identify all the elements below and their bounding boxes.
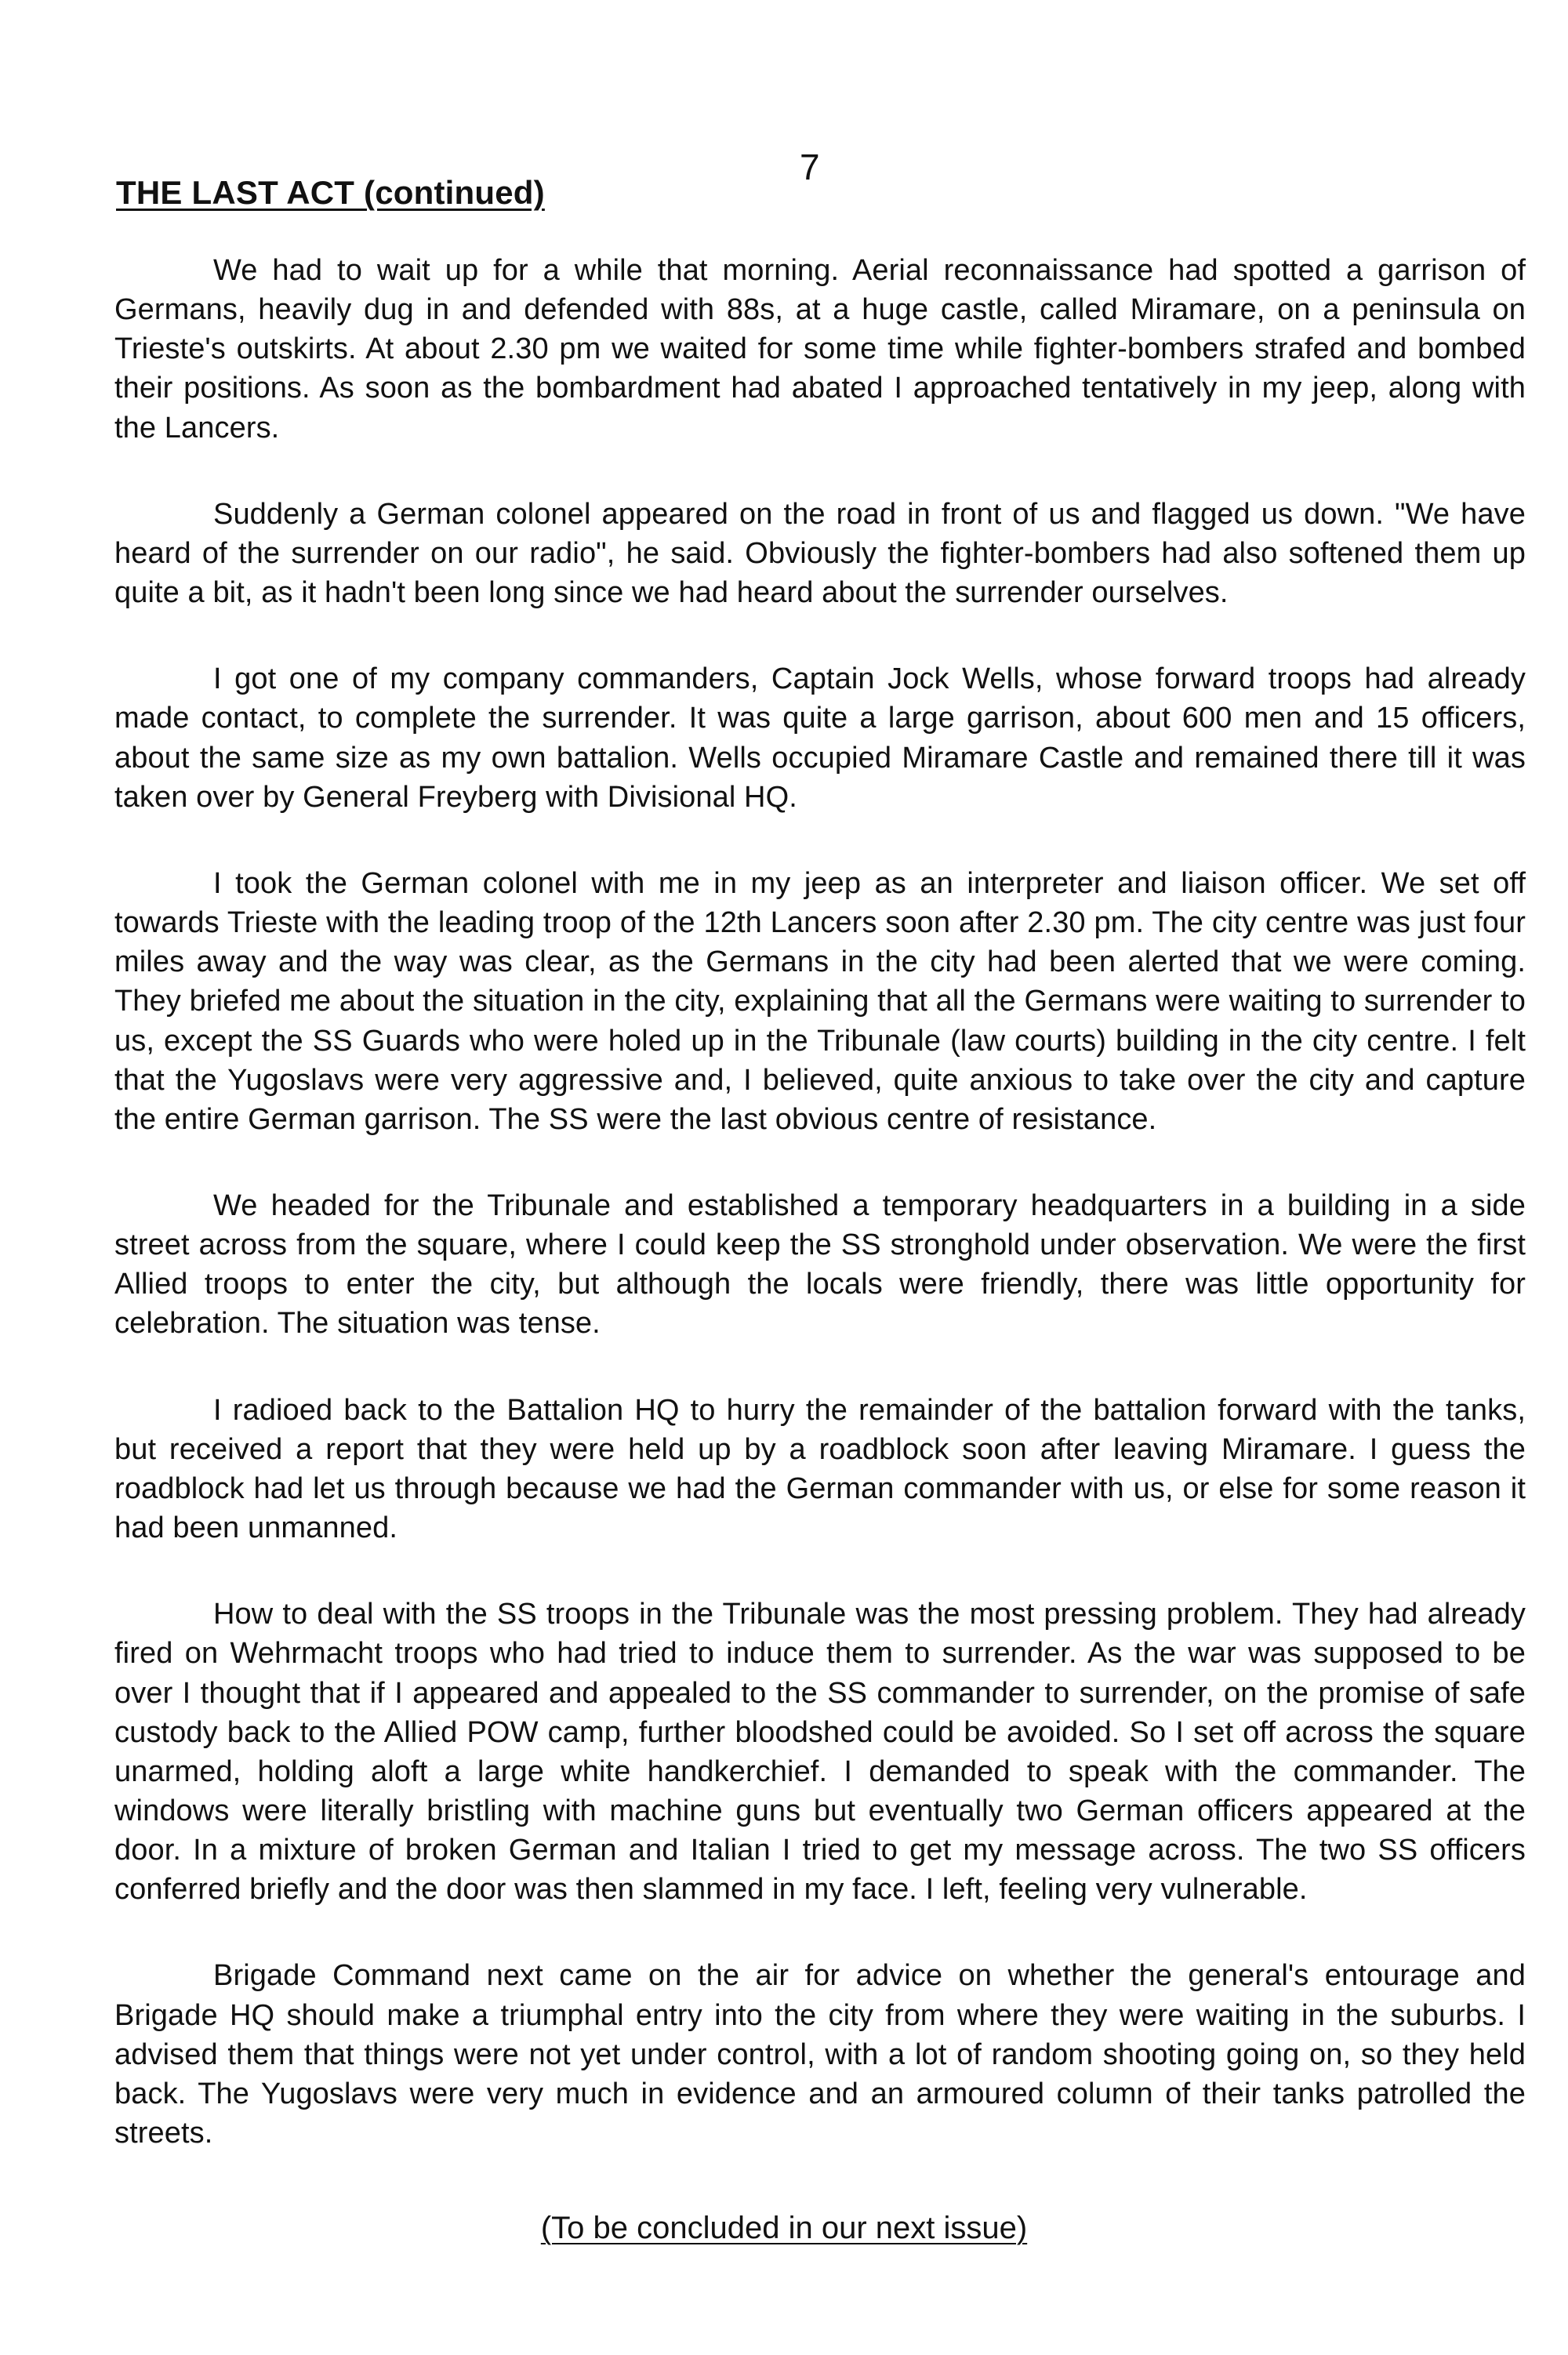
article-heading: THE LAST ACT (continued) [116,174,545,211]
article-body [114,251,1526,2198]
paragraph-2: Suddenly a German colonel appeared on the road in front of us and flagged us down. "We have heard of the surrender on our radio", he said. Obviously the fighter-bombers had also softened them up quite a bit, as it hadn't been long since we had heard about the surrender ourselves. [114,497,1526,610]
continuation-note: (To be concluded in our next issue) [540,2211,1028,2245]
paragraph-8: Brigade Command next came on the air for advice on whether the general's entourage and Brigade HQ should make a triumphal entry into the city from where they were waiting in the suburbs. I advised them that things were not yet under control, with a lot of random shooting going on, so they held back. The Yugoslavs were very much in evidence and an armoured column of their tanks patrolled the streets. [114,1959,1526,2150]
paragraph-1: We had to wait up for a while that morning. Aerial reconnaissance had spotted a garrison of Germans, heavily dug in and defended with 88s, at a huge castle, called Miramare, on a peninsula on Trieste's outskirts. At about 2.30 pm we waited for some time while fighter-bombers strafed and bombed their positions. As soon as the bombardment had abated I approached tentatively in my jeep, along with the Lancers. [114,254,1526,445]
page-number: 7 [800,147,820,187]
paragraph-5: We headed for the Tribunale and established a temporary headquarters in a building in a side street across from the square, where I could keep the SS stronghold under observation. We were the first Allied troops to enter the city, but although the locals were friendly, there was little opportunity for celebration. The situation was tense. [114,1188,1526,1341]
paragraph-4: I took the German colonel with me in my jeep as an interpreter and liaison officer. We set off towards Trieste with the leading troop of the 12th Lancers soon after 2.30 pm. The city centre was just four miles away and the way was clear, as the Germans in the city had been alerted that we were coming. They briefed me about the situation in the city, explaining that all the Germans were waiting to surrender to us, except the SS Guards who were holed up in the Tribunale (law courts) building in the city centre. I felt that the Yugoslavs were very aggressive and, I believed, quite anxious to take over the city and capture the entire German garrison. The SS were the last obvious centre of resistance. [114,866,1526,1136]
paragraph-6: I radioed back to the Battalion HQ to hurry the remainder of the battalion forward with the tanks, but received a report that they were held up by a roadblock soon after leaving Miramare. I guess the roadblock had let us through because we had the German commander with us, or else for some reason it had been unmanned. [114,1393,1526,1545]
paragraph-3: I got one of my company commanders, Captain Jock Wells, whose forward troops had already made contact, to complete the surrender. It was quite a large garrison, about 600 men and 15 officers, about the same size as my own battalion. Wells occupied Miramare Castle and remained there till it was taken over by General Freyberg with Divisional HQ. [114,662,1526,814]
paragraph-7: How to deal with the SS troops in the Tribunale was the most pressing problem. They had already fired on Wehrmacht troops who had tried to induce them to surrender. As the war was supposed to be over I thought that if I appeared and appealed to the SS commander to surrender, on the promise of safe custody back to the Allied POW camp, further bloodshed could be avoided. So I set off across the square unarmed, holding aloft a large white handkerchief. I demanded to speak with the commander. The windows were literally bristling with machine guns but eventually two German officers appeared at the door. In a mixture of broken German and Italian I tried to get my message across. The two SS officers conferred briefly and the door was then slammed in my face. I left, feeling very vulnerable. [114,1598,1526,1907]
